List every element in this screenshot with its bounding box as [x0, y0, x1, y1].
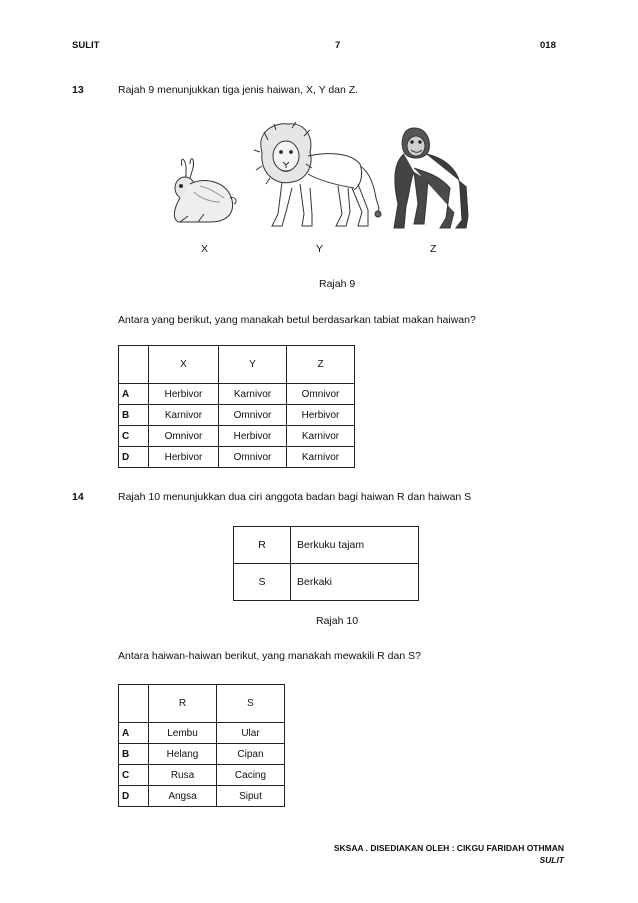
page-number: 7 — [335, 40, 341, 51]
option-letter: A — [119, 723, 149, 744]
trait-description: Berkaki — [291, 564, 419, 601]
table-cell: Herbivor — [149, 384, 219, 405]
question-14-text: Antara haiwan-haiwan berikut, yang manakah mewakili R dan S? — [118, 650, 421, 662]
footer-credit: SKSAA . DISEDIAKAN OLEH : CIKGU FARIDAH OTHMAN — [333, 843, 564, 853]
header-left: SULIT — [72, 40, 100, 51]
table-cell: Cacing — [217, 765, 285, 786]
figure-caption-rajah-10: Rajah 10 — [316, 615, 359, 627]
header-right: 018 — [540, 40, 556, 51]
option-row-b[interactable] — [119, 744, 285, 765]
trait-animal: S — [234, 564, 291, 601]
table-cell: Karnivor — [219, 384, 287, 405]
table-corner — [119, 346, 149, 384]
option-letter: A — [119, 384, 149, 405]
option-letter: C — [119, 426, 149, 447]
traits-table-rajah-10 — [233, 526, 419, 601]
table-header: Z — [287, 346, 355, 384]
rabbit-illustration — [160, 158, 240, 228]
table-header-row — [119, 346, 355, 384]
question-14-number: 14 — [72, 491, 84, 503]
table-cell: Omnivor — [149, 426, 219, 447]
option-row-a[interactable] — [119, 723, 285, 744]
table-header: S — [217, 685, 285, 723]
option-row-b[interactable] — [119, 405, 355, 426]
table-cell: Herbivor — [287, 405, 355, 426]
label-y: Y — [316, 243, 324, 255]
question-14-intro: Rajah 10 menunjukkan dua ciri anggota badan bagi haiwan R dan haiwan S — [118, 491, 472, 503]
table-header: Y — [219, 346, 287, 384]
option-row-c[interactable] — [119, 765, 285, 786]
figure-caption-rajah-9: Rajah 9 — [319, 278, 356, 290]
table-cell: Karnivor — [287, 447, 355, 468]
option-row-d[interactable] — [119, 786, 285, 807]
trait-row — [234, 527, 419, 564]
option-letter: C — [119, 765, 149, 786]
table-cell: Angsa — [149, 786, 217, 807]
question-13-number: 13 — [72, 84, 84, 96]
answer-table-14 — [118, 684, 285, 807]
table-cell: Rusa — [149, 765, 217, 786]
chimpanzee-illustration — [388, 124, 468, 234]
question-13-text: Antara yang berikut, yang manakah betul berdasarkan tabiat makan haiwan? — [118, 314, 476, 326]
trait-animal: R — [234, 527, 291, 564]
option-letter: D — [119, 786, 149, 807]
table-cell: Herbivor — [219, 426, 287, 447]
table-cell: Lembu — [149, 723, 217, 744]
table-cell: Herbivor — [149, 447, 219, 468]
table-cell: Omnivor — [219, 447, 287, 468]
trait-description: Berkuku tajam — [291, 527, 419, 564]
label-x: X — [201, 243, 209, 255]
table-cell: Karnivor — [287, 426, 355, 447]
table-cell: Cipan — [217, 744, 285, 765]
footer-sulit: SULIT — [539, 855, 564, 865]
lion-illustration — [252, 122, 382, 232]
label-z: Z — [430, 243, 437, 255]
table-cell: Karnivor — [149, 405, 219, 426]
table-corner — [119, 685, 149, 723]
option-row-d[interactable] — [119, 447, 355, 468]
table-header: X — [149, 346, 219, 384]
answer-table-13 — [118, 345, 355, 468]
option-letter: D — [119, 447, 149, 468]
table-cell: Ular — [217, 723, 285, 744]
table-header: R — [149, 685, 217, 723]
option-row-c[interactable] — [119, 426, 355, 447]
table-cell: Siput — [217, 786, 285, 807]
table-header-row — [119, 685, 285, 723]
trait-row — [234, 564, 419, 601]
table-cell: Helang — [149, 744, 217, 765]
option-letter: B — [119, 405, 149, 426]
option-row-a[interactable] — [119, 384, 355, 405]
question-13-intro: Rajah 9 menunjukkan tiga jenis haiwan, X, Y dan Z. — [118, 84, 359, 96]
table-cell: Omnivor — [219, 405, 287, 426]
table-cell: Omnivor — [287, 384, 355, 405]
option-letter: B — [119, 744, 149, 765]
